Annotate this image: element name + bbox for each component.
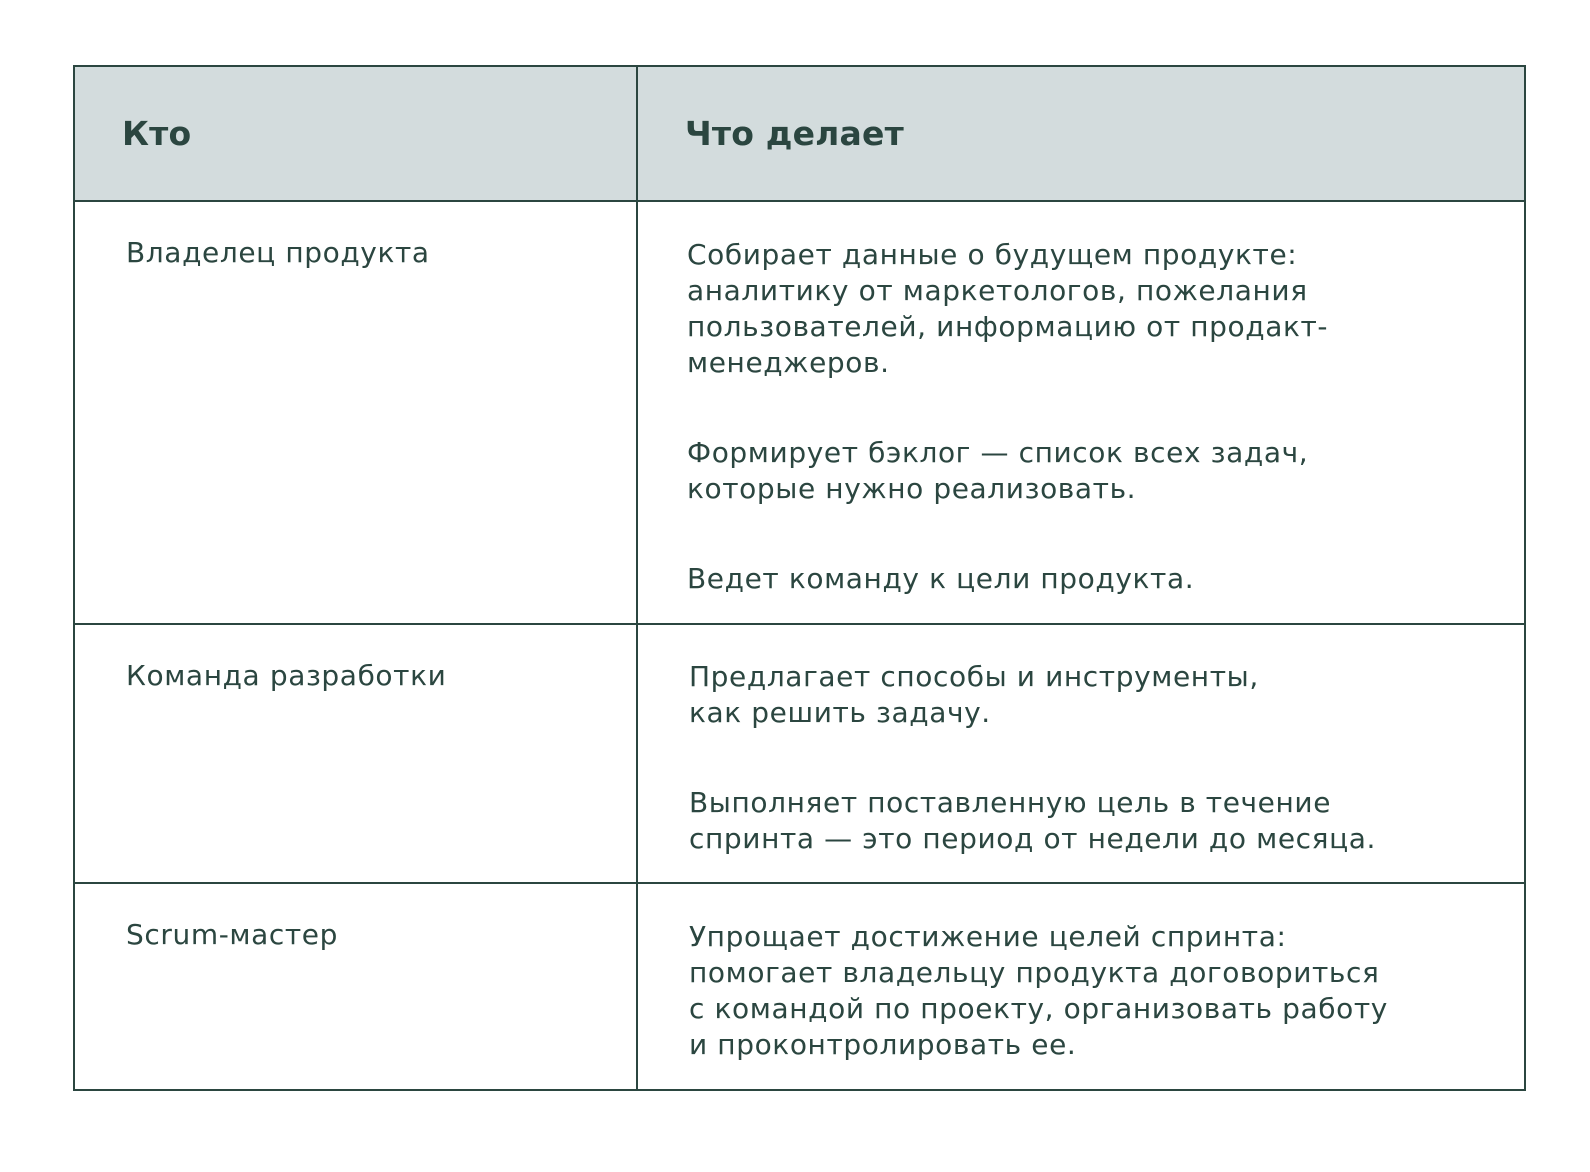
table-row: [74, 883, 1525, 1090]
table-row: [74, 624, 1525, 883]
role-name: Scrum-мастер: [74, 883, 637, 1090]
description-paragraph: Предлагает способы и инструменты, как решить задачу.: [689, 660, 1259, 729]
role-name: Команда разработки: [74, 624, 637, 883]
header-who: Кто: [74, 66, 637, 201]
roles-table: [73, 65, 1526, 1091]
role-description: [637, 883, 1525, 1090]
description-paragraph: Упрощает достижение целей спринта: помогает владельцу продукта договориться с командой по проекту, организовать работу и проконтролировать ее.: [689, 920, 1388, 1061]
table-header-row: [74, 66, 1525, 201]
header-what: Что делает: [637, 66, 1525, 201]
role-name: Владелец продукта: [74, 201, 637, 624]
description-paragraph: Формирует бэклог — список всех задач, которые нужно реализовать.: [687, 436, 1309, 505]
description-paragraph: Ведет команду к цели продукта.: [687, 562, 1195, 595]
description-paragraph: Выполняет поставленную цель в течение спринта — это период от недели до месяца.: [689, 786, 1377, 855]
table-row: [74, 201, 1525, 624]
role-description: [637, 201, 1525, 624]
role-description: [637, 624, 1525, 883]
description-paragraph: Собирает данные о будущем продукте: аналитику от маркетологов, пожелания пользователей, информацию от продакт- менеджеров.: [687, 238, 1329, 379]
